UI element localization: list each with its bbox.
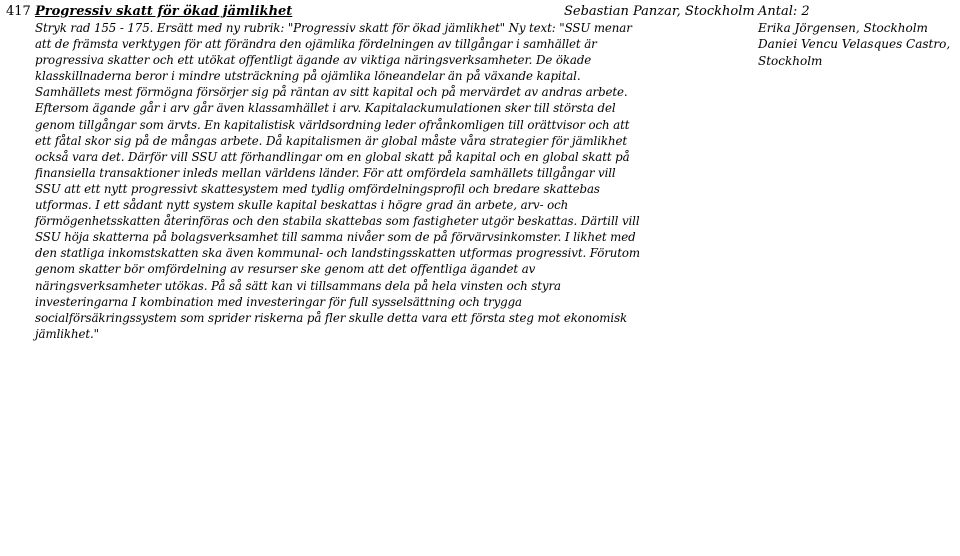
body-line: SSU att ett nytt progressivt skattesystem med tydlig omfördelningsprofil och bredare skattebas [35,181,600,196]
cosigner-line: Erika Jörgensen, Stockholm [758,21,928,35]
body-line: jämlikhet." [35,326,99,341]
motion-author: Sebastian Panzar, Stockholm [564,4,755,19]
body-line: förmögenhetsskatten återinföras och den stabila skattebas som fastigheter utgör beskattas. Därtill vill [35,214,640,229]
body-line: den statliga inkomstskatten ska även kommunal- och landstingsskatten utformas progressivt. Förutom [35,246,641,261]
body-line: utformas. I ett sådant nytt system skulle kapital beskattas i högre grad än arbete, arv- och [35,198,569,213]
body-line: klasskillnaderna beror i mindre utsträckning på ojämlika löneandelar än på växande kapital. [35,69,581,84]
body-line: också vara det. Därför vill SSU att förhandlingar om en global skatt på kapital och en global skatt på [35,149,630,164]
cosigner-line: Stockholm [758,53,823,68]
body-line: finansiella transaktioner inleds mellan världens länder. För att omfördela samhällets tillgångar vill [35,165,616,180]
cosigner-list [758,20,950,69]
body-line: att de främsta verktygen för att förändra den ojämlika fördelningen av tillgångar i samhället är [35,37,597,52]
body-line: genom skatter bör omfördelning av resurser ske genom att det offentliga ägandet av [35,262,536,277]
body-line: näringsverksamheter utökas. På så sätt kan vi tillsammans dela på hela vinsten och styra [35,278,561,293]
body-line: Stryk rad 155 - 175. Ersätt med ny rubrik: "Progressiv skatt för ökad jämlikhet" Ny text: "SSU menar [35,21,632,35]
body-line: ett fåtal skor sig på de mångas arbete. Då kapitalismen är global måste våra strategier för jämlikhet [35,133,627,148]
body-line: investeringarna I kombination med investeringar för full sysselsättning och trygga [35,294,522,309]
body-line: socialförsäkringssystem som sprider riskerna på fler skulle detta vara ett första steg mot ekonomisk [35,310,628,325]
body-line: progressiva skatter och ett utökat offentligt ägande av viktiga näringsverksamheter. De ökade [35,53,592,68]
cosigner-line: Daniei Vencu Velasques Castro, [758,37,951,52]
body-line: SSU höja skatterna på bolagsverksamhet till samma nivåer som de på förvärvsinkomster. I likhet med [35,230,636,245]
motion-body [35,20,641,342]
body-line: Eftersom ägande går i arv går även klassamhället i arv. Kapitalackumulationen sker till största del [35,101,616,116]
body-line: genom tillgångar som ärvts. En kapitalistisk världsordning leder ofrånkomligen till orättvisor och att [35,117,630,132]
body-line: Samhällets mest förmögna försörjer sig på räntan av sitt kapital och på mervärdet av andras arbete. [35,85,628,100]
motion-title: Progressiv skatt för ökad jämlikhet [35,4,293,19]
signature-count: Antal: 2 [758,4,810,19]
motion-number: 417 [6,4,31,19]
